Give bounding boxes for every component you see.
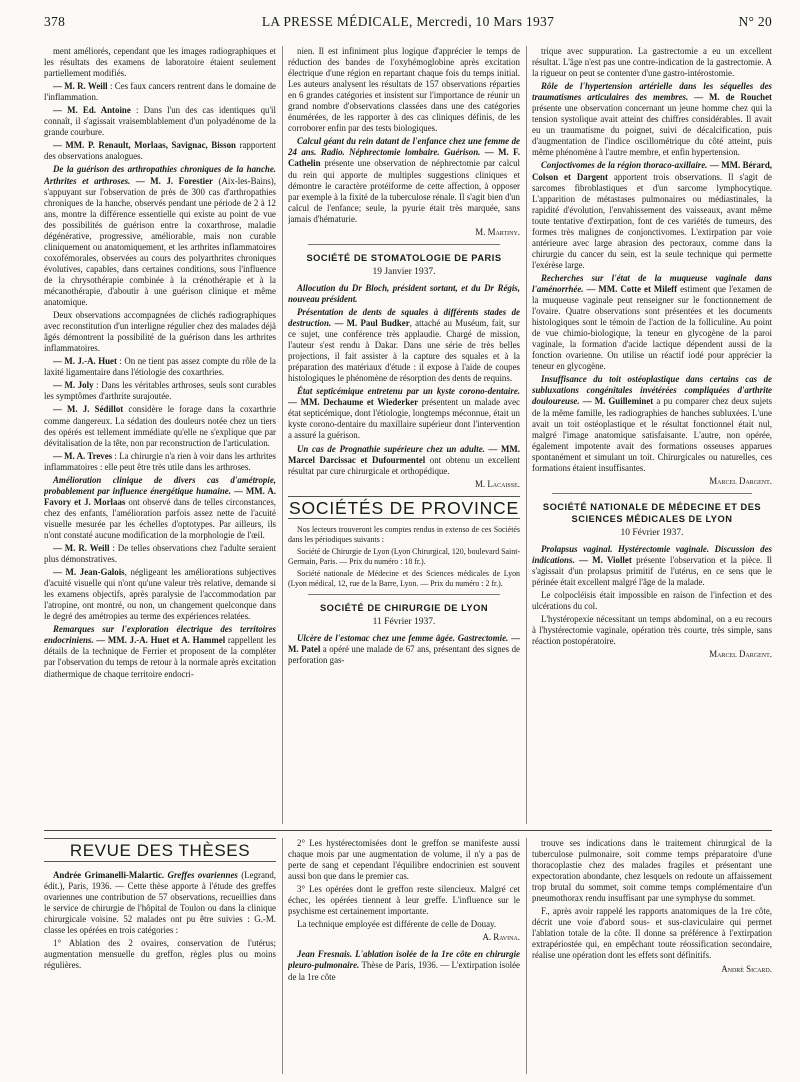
thesis-pub: Thèse de Paris, 1936. bbox=[359, 960, 438, 971]
text: rapportent des observations analogues. bbox=[44, 140, 276, 162]
paragraph bbox=[532, 544, 772, 588]
paragraph bbox=[44, 870, 276, 936]
text: rappellent les détails de la technique de Ferrier et proposent de la compléter par l'observation du temps de retour à la normale après excitation diathermique de chaque territoire endocri- bbox=[44, 635, 276, 679]
text: présentent un malade avec état septicémique, dont l'étiologie, longtemps méconnue, était un kyste corono-dentaire du maxillaire supérieur dont l'intervention a assuré la guérison. bbox=[288, 397, 520, 441]
text: a pu comparer chez deux sujets de la même famille, les radiographies de hanches subluxées. L'une avait un toit ostéoplastique et le résultat fonctionnel était nul, malgré l'image anatomique satisfaisante. L'autre, non opérée, également impotente avait des formations osseuses apparues spontanément et simulant un toit. Chirurgicales ou naturelles, ces formations étaient insuffisantes. bbox=[532, 396, 772, 473]
article-title: Ulcère de l'estomac chez une femme âgée. Gastrectomie. bbox=[297, 632, 509, 643]
paragraph: Deux observations accompagnées de clichés radiographiques avec reconstitution d'un interligne régulier chez des malades déjà âgés démontrent la possibilité de la guérison dans les arthrites inflammatoires. bbox=[44, 310, 276, 354]
text: , attaché au Muséum, fait, sur ce sujet, une conférence très applaudie. Chargé de mission, l'auteur s'est rendu à Dakar. Dans une série de très belles projections, il fait assister à la capture des squales et à la préparation des matériaux d'étude : il expose à l'aide de coupes histologiques le phénomène de résorption des dents de requins. bbox=[288, 317, 520, 384]
thesis-pub: (Legrand, édit.), Paris, 1936. bbox=[44, 870, 276, 892]
paragraph bbox=[532, 81, 772, 158]
speaker: — MM. Cotte et Mileff bbox=[583, 283, 678, 294]
top-section bbox=[44, 46, 772, 824]
column-divider bbox=[526, 838, 527, 1074]
editorial-note: Nos lecteurs trouveront les comptes rendus in extenso de ces Sociétés dans les périodiques suivants : bbox=[288, 524, 520, 544]
article-title: Rôle de l'hypertension artérielle dans les séquelles des traumatismes articulaires des membres. bbox=[532, 81, 772, 103]
paragraph bbox=[44, 81, 276, 103]
article-title: Recherches sur l'état de la muqueuse vaginale dans l'aménorrhée. bbox=[532, 272, 772, 294]
column-divider bbox=[282, 46, 283, 824]
paragraph bbox=[288, 283, 520, 305]
paragraph: trique avec suppuration. La gastrectomie a eu un excellent résultat. L'âge n'est pas une contre-indication de la gastrectomie. A la rigueur on peut se contenter d'une gastro-intérostomie. bbox=[532, 46, 772, 79]
text: : Dans les véritables arthroses, seuls sont curables les symptômes d'arthrite surajoutée. bbox=[44, 380, 276, 402]
text: ont obtenu un excellent résultat par cure chirurgicale et orthopédique. bbox=[288, 454, 520, 476]
column-divider bbox=[526, 46, 527, 824]
article-title: État septicémique entretenu par un kyste corono-dentaire. bbox=[297, 386, 520, 397]
signature: M. Lacaisse. bbox=[475, 478, 520, 489]
separator bbox=[552, 493, 752, 494]
paragraph bbox=[288, 633, 520, 666]
column-divider bbox=[282, 838, 283, 1074]
speaker: — MM. Marcel Darcissac et Dufourmentel bbox=[288, 443, 520, 465]
society-heading: SOCIÉTÉ DE STOMATOLOGIE DE PARIS bbox=[306, 252, 502, 263]
text: — L'extirpation isolée de la 1re côte bbox=[288, 960, 520, 982]
text: présente une observation concernant un jeune homme chez qui la tension systolique avait atteint des chiffres considérables. Il avait eu un traumatisme du poignet, suivi de décalcification, puis d'augmentation de l'indice oscillométrique du côté atteint, puis même phénomène à l'autre membre, et enfin hypertension. bbox=[532, 103, 772, 158]
speaker: — M. J. Sédillot bbox=[53, 404, 124, 415]
editorial-note: Société de Chirurgie de Lyon (Lyon Chirurgical, 120, boulevard Saint-Germain, Paris. — Prix du numéro : 18 fr.). bbox=[288, 546, 520, 566]
speaker: — M. Jean-Galois bbox=[53, 567, 125, 578]
paragraph: nien. Il est infiniment plus logique d'apprécier le temps de réduction des bandes de l'oxyhémoglobine après excitation électrique d'une région en repartant chaque fois du temps initial. Les auteurs analysent les résultats de 157 observations réparties en 6 grandes catégories et insistent sur l'importance de réunir un grand nombre d'observations classées dans une des catégories énumérées, de les rapporter à des cas cliniques définis, de les corroborer enfin par des tests biologiques. bbox=[288, 46, 520, 134]
column-2-bottom bbox=[288, 838, 520, 1074]
paragraph: 1° Ablation des 2 ovaires, conservation de l'utérus; augmentation mensuelle du greffon, règles plus ou moins régulières. bbox=[44, 938, 276, 971]
signature: M. Martiny. bbox=[475, 226, 520, 237]
paragraph bbox=[44, 567, 276, 622]
column-1-bottom bbox=[44, 838, 276, 1074]
journal-title: LA PRESSE MÉDICALE, Mercredi, 10 Mars 1937 bbox=[261, 14, 555, 29]
column-2 bbox=[288, 46, 520, 824]
paragraph bbox=[288, 444, 520, 477]
paragraph: L'hystéropexie nécessitant un temps abdominal, on a eu recours à l'hystérectomie vaginale, opération très courte, très simple, sans réaction postopératoire. bbox=[532, 614, 772, 647]
article-title: Prolapsus vaginal. Hystérectomie vaginale. Discussion des indications. bbox=[532, 543, 772, 565]
section-divider bbox=[44, 830, 772, 831]
text: a opéré une malade de 67 ans, présentant des signes de perforation gas- bbox=[288, 643, 520, 665]
speaker: — MM. A. Favory et J. Morlaas bbox=[44, 485, 276, 507]
separator bbox=[308, 594, 500, 595]
speaker: — M. F. Cathelin bbox=[288, 147, 520, 169]
separator bbox=[308, 244, 500, 245]
speaker: — M. Joly bbox=[53, 380, 94, 391]
thesis-title: Greffes ovariennes bbox=[164, 870, 238, 881]
speaker: — MM. P. Renault, Morlaas, Savignac, Bisson bbox=[53, 140, 236, 151]
speaker: — M. Ed. Antoine bbox=[53, 105, 131, 116]
speaker: — M. Paul Budker bbox=[331, 317, 410, 328]
text: ont observé dans de telles circonstances, chez des enfants, l'amélioration parfois assez nette de l'acuité visuelle mesurée par les échelles d'optotypes. Par ailleurs, ils n'ont constaté aucune modification de la morphologie de l'œil. bbox=[44, 496, 276, 540]
text: : Ces faux cancers rentrent dans le domaine de l'inflammation. bbox=[44, 81, 276, 103]
speaker: — M. Guilleminet bbox=[579, 396, 654, 407]
paragraph bbox=[288, 307, 520, 384]
speaker: — M. J. Forestier bbox=[130, 175, 213, 186]
text: : On ne tient pas assez compte du rôle de la laxité ligamentaire dans l'étiologie des coxarthries. bbox=[44, 356, 276, 378]
article-title: Un cas de Prognathie supérieure chez un adulte. bbox=[297, 443, 485, 454]
session-date: 11 Février 1937. bbox=[372, 616, 436, 627]
speaker: — MM. Bérard, Colson et Dargent bbox=[532, 160, 772, 182]
page-number: 378 bbox=[44, 14, 66, 29]
paragraph bbox=[44, 140, 276, 162]
text: estiment que l'examen de la muqueuse vaginale peut renseigner sur le fonctionnement de l'ovaire. Quatre observations sont présentées et les documents histologiques sont le témoin de l'action de la folliculine. Au point de vue chimio-biologique, la teneur en glycogène de la paroi vaginale, la formation d'acide lactique dépendent aussi de la fonction ovarienne. On utilise un réactif iodé pour apprécier la teneur en glycogène. bbox=[532, 283, 772, 372]
speaker: — M. Patel bbox=[288, 632, 520, 654]
text: apportent trois observations. Il s'agit de sarcomes fibroblastiques et d'un sarcome lymphocytique. L'apparition de métastases pulmonaires ou médiastinales, la rapidité d'évolution, l'envahissement des vaisseaux, avant même toute tentative d'extirpation, font de ces variétés de tumeurs, des formes très malignes de conjonctivomes. L'extirpation par voie antérieure avec large abrasion des pectoraux, comme dans la chirurgie du cancer du sein, est la seule technique qui permette l'exérèse large. bbox=[532, 171, 772, 270]
article-title: De la guérison des arthropathies chroniques de la hanche. Arthrites et arthroses. bbox=[44, 164, 276, 186]
society-heading: SOCIÉTÉ DE CHIRURGIE DE LYON bbox=[319, 602, 489, 613]
article-title: Présentation de dents de squales à différents stades de destruction. bbox=[288, 306, 520, 328]
article-title: Conjoctivomes de la région thoraco-axillaire. bbox=[541, 160, 708, 171]
thesis-title: Jean Fresnais. L'ablation isolée de la 1re côte en chirurgie pleuro-pulmonaire. bbox=[288, 949, 520, 971]
speaker: — M. J.-A. Huet bbox=[53, 356, 117, 367]
text: : La chirurgie n'a rien à voir dans les arthrites inflammatoires : elle peut être très utile dans les arthroses. bbox=[44, 450, 276, 472]
article-title: Amélioration clinique de divers cas d'amétropie, probablement par influence énergétique humaine. bbox=[44, 474, 276, 496]
signature: A. Ravina. bbox=[482, 932, 520, 943]
text: — Cette thèse apporte à l'étude des greffes ovariennes une contribution de 57 observations, recueillies dans le service de chirurgie de l'hôpital de Toulon ou dans la clinique chirurgicale voisine. 52 malades ont pu être suivies : G.-M. classe les opérées en trois catégories : bbox=[44, 881, 276, 936]
signature: Marcel Dargent. bbox=[709, 649, 772, 660]
paragraph: ment améliorés, cependant que les images radiographiques et les résultats des examens de laboratoire étaient seulement partiellement modifiés. bbox=[44, 46, 276, 79]
text: présente l'observation et la pièce. Il s'agissait d'un prolapsus primitif de l'utérus, en ce sens que le périnée était excellent malgré l'âge de la malade. bbox=[532, 554, 772, 588]
paragraph: 2° Les hystérectomisées dont le greffon se manifeste aussi chaque mois par une augmentation de volume, il n'y a pas de perte de sang et cependant l'équilibre endocrinien est souvent aussi bon que dans le premier cas. bbox=[288, 838, 520, 882]
paragraph bbox=[288, 949, 520, 982]
paragraph bbox=[44, 451, 276, 473]
paragraph: La technique employée est différente de celle de Douay. bbox=[297, 919, 497, 930]
paragraph bbox=[288, 386, 520, 441]
paragraph bbox=[532, 273, 772, 372]
society-heading: SOCIÉTÉ NATIONALE DE MÉDECINE ET DES SCIENCES MÉDICALES DE LYON bbox=[542, 501, 762, 524]
speaker: — MM. J.-A. Huet et A. Hammel bbox=[93, 635, 226, 646]
speaker: — MM. Dechaume et Wiederker bbox=[288, 397, 419, 408]
paragraph bbox=[44, 164, 276, 308]
speaker: — M. de Rouchet bbox=[688, 92, 772, 103]
text: (Aix-les-Bains), s'appuyant sur l'observation de près de 300 cas d'arthropathies chroniques de la hanche, observés pendant une période de 2 à 12 ans, montre la différence essentielle qui existe au point de vue des possibilités de guérison entre la coxarthrose, maladie dégénérative, progressive, améliorable, mais non curable cliniquement ou anatomiquement, et les arthrites inflammatoires coxofémorales, observées au cours des polyarthrites chroniques évolutives, capables, dans certaines conditions, sous l'influence de la chrysothérapie combinée à la crénothérapie et à la mécanothérapie, d'aboutir à une guérison clinique et même anatomique. bbox=[44, 175, 276, 308]
paragraph bbox=[44, 475, 276, 541]
page-header bbox=[44, 14, 772, 34]
paragraph bbox=[44, 543, 276, 565]
text: : Dans l'un des cas identiques qu'il connaît, il s'agissait vraisemblablement d'un polyadénome de la grande courbure. bbox=[44, 105, 276, 138]
speaker: — M. R. Weill bbox=[53, 81, 108, 92]
paragraph bbox=[44, 356, 276, 378]
paragraph bbox=[532, 374, 772, 473]
text: présente une observation de néphrectomie par calcul du rein qui apporte de multiples suggestions cliniques et démontre le caractère protéiforme de cette affection, à opposer par exemple à la fixité de la tuberculose rénale. Il s'agit bien d'un calcul de l'enfance; seule, la pyurie était très marquée, sans jamais d'hématurie. bbox=[288, 158, 520, 224]
editorial-note: Société nationale de Médecine et des Sciences médicales de Lyon (Lyon médical, 12, rue de la Barre, Lyon. — Prix du numéro : 2 fr.). bbox=[288, 568, 520, 588]
article-title: Insuffisance du toit ostéoplastique dans certains cas de subluxations congénitales invétérées compliquées d'arthrite douloureuse. bbox=[532, 374, 772, 407]
thesis-author: Andrée Grimanelli-Malartic. bbox=[53, 870, 165, 881]
speaker: — M. Viollet bbox=[574, 554, 632, 565]
text: : De telles observations chez l'adulte seraient plus démonstratives. bbox=[44, 543, 276, 565]
text: , négligeant les améliorations subjectives d'acuité visuelle qui n'ont qu'une valeur très relative, demande si les examens objectifs, après paralysie de l'accommodation par l'atropine, ont montré, ou non, un changement quelconque dans le degré des amétropies au terme des expériences relatées. bbox=[44, 567, 276, 622]
paragraph: F., après avoir rappelé les rapports anatomiques de la 1re côte, décrit une voie d'abord sous- et sus-claviculaire qui permet l'ablation totale de la côte. Il donne sa préférence à l'extirpation extrapériostée qui, en empêchant toute réossification secondaire, réalise une opération dont les effets sont définitifs. bbox=[532, 906, 772, 961]
text: considère le forage dans la coxarthrie comme dangereux. La sédation des douleurs notée chez un tiers des opérés est tellement immédiate qu'elle ne s'explique que par dévitalisation de la tête, non par reconstruction de l'articulation. bbox=[44, 404, 276, 448]
section-banner: SOCIÉTÉS DE PROVINCE bbox=[289, 497, 519, 518]
column-3 bbox=[532, 46, 772, 824]
paragraph bbox=[44, 404, 276, 448]
signature: André Sicard. bbox=[721, 963, 772, 974]
paragraph bbox=[44, 105, 276, 138]
article-title: Allocution du Dr Bloch, président sortant, et du Dr Régis, nouveau président. bbox=[288, 282, 520, 304]
speaker: — M. A. Treves bbox=[53, 450, 113, 461]
speaker: — M. R. Weill bbox=[53, 543, 110, 554]
session-date: 19 Janvier 1937. bbox=[372, 266, 436, 277]
paragraph bbox=[44, 380, 276, 402]
bottom-section bbox=[44, 838, 772, 1074]
paragraph: trouve ses indications dans le traitement chirurgical de la tuberculose pulmonaire, soit comme temps préparatoire d'une thoracoplastie chez des malades fragiles et présentant une expectoration abondante, chez lesquels on redoute un affaissement trop brutal du sommet, soit comme temps complémentaire d'un pneumothorax rendu insuffisant par une symphyse du sommet. bbox=[532, 838, 772, 904]
paragraph bbox=[532, 160, 772, 270]
signature: Marcel Dargent. bbox=[709, 475, 772, 486]
paragraph: Le colpocléisis était impossible en raison de l'infection et des ulcérations du col. bbox=[532, 590, 772, 612]
session-date: 10 Février 1937. bbox=[620, 527, 684, 538]
paragraph: 3° Les opérées dont le greffon reste silencieux. Malgré cet échec, les opérées tiennent à leur greffe. L'influence sur le psychisme est certainement importante. bbox=[288, 884, 520, 917]
column-1 bbox=[44, 46, 276, 824]
issue-number: N° 20 bbox=[738, 14, 772, 29]
paragraph bbox=[44, 624, 276, 679]
paragraph bbox=[288, 136, 520, 224]
article-title: Remarques sur l'exploration électrique des territoires endocriniens. bbox=[44, 624, 276, 646]
column-3-bottom bbox=[532, 838, 772, 1074]
section-banner: REVUE DES THÈSES bbox=[44, 838, 276, 862]
article-title: Calcul géant du rein datant de l'enfance chez une femme de 24 ans. Radio. Néphrectomie lombaire. Guérison. bbox=[288, 136, 520, 158]
